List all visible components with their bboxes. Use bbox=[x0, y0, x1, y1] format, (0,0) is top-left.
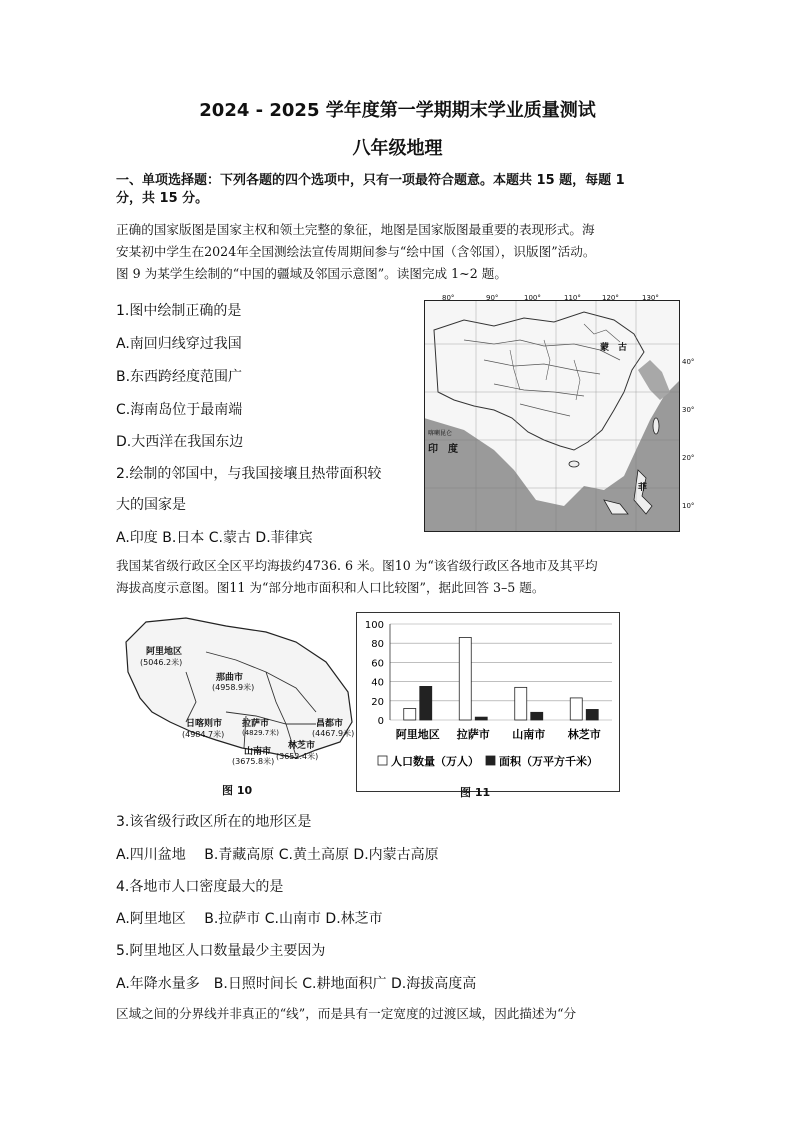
india-label: 印 度 bbox=[428, 444, 458, 455]
region-nyingchi-alt: (3652.4米) bbox=[276, 752, 319, 761]
chart-ytick-label: 0 bbox=[377, 716, 384, 727]
q1-option-d: D.大西洋在我国东边 bbox=[116, 434, 244, 450]
region-lhasa: 拉萨市 bbox=[242, 719, 270, 729]
chart-ytick-label: 40 bbox=[371, 677, 384, 689]
lat-label: 40° bbox=[682, 358, 695, 366]
chart-category-label: 拉萨市 bbox=[456, 728, 490, 741]
chart-legend-label: 面积（万平方千米） bbox=[499, 755, 598, 768]
lon-label: 120° bbox=[602, 294, 619, 302]
region-qamdo: 昌都市 bbox=[316, 719, 344, 729]
chart-bar bbox=[459, 637, 471, 720]
chart-category-label: 山南市 bbox=[512, 728, 546, 741]
lat-label: 10° bbox=[682, 502, 695, 510]
figure11-caption: 图 11 bbox=[460, 786, 491, 799]
lon-label: 90° bbox=[486, 294, 499, 302]
lon-label: 110° bbox=[564, 294, 581, 302]
region-ali-alt: (5046.2米) bbox=[140, 658, 183, 667]
region-naqu-alt: (4958.9米) bbox=[212, 683, 255, 692]
chart-bar bbox=[404, 708, 416, 720]
passage1-line2: 安某初中学生在2024年全国测绘法宣传周期间参与“绘中国（含邻国），识版图”活动。 bbox=[116, 244, 596, 259]
lon-label: 100° bbox=[524, 294, 541, 302]
section-heading-line2: 分，共 15 分。 bbox=[116, 191, 209, 206]
chart-bar bbox=[475, 717, 487, 720]
lat-label: 30° bbox=[682, 406, 695, 414]
chart-bar bbox=[515, 687, 527, 720]
section-heading-line1: 一、单项选择题：下列各题的四个选项中，只有一项最符合题意。本题共 15 题，每题 1 bbox=[116, 173, 625, 188]
chart-bar bbox=[570, 698, 582, 720]
region-lhasa-alt: (4829.7米) bbox=[242, 729, 279, 737]
lon-label: 80° bbox=[442, 294, 455, 302]
q4-options: A.阿里地区 B.拉萨市 C.山南市 D.林芝市 bbox=[116, 911, 383, 927]
exam-title: 2024 - 2025 学年度第一学期期末学业质量测试 bbox=[199, 100, 596, 121]
mongolia-label: 蒙 古 bbox=[600, 343, 628, 353]
chart-ytick-label: 100 bbox=[364, 620, 384, 631]
chart-category-label: 阿里地区 bbox=[395, 728, 440, 741]
chart-category-label: 林芝市 bbox=[567, 728, 601, 741]
latitude-labels bbox=[682, 338, 694, 530]
q1-option-b: B.东西跨经度范围广 bbox=[116, 369, 243, 385]
q3-stem: 3.该省级行政区所在的地形区是 bbox=[116, 814, 312, 830]
chart-ytick-label: 20 bbox=[371, 696, 384, 708]
region-shannan: 山南市 bbox=[244, 747, 272, 757]
q2-stem-line1: 2.绘制的邻国中，与我国接壤且热带面积较 bbox=[116, 466, 382, 482]
philippines-label: 菲 bbox=[638, 483, 648, 493]
chart-svg bbox=[356, 612, 620, 792]
figure10-map bbox=[116, 612, 356, 778]
passage1-line1: 正确的国家版图是国家主权和领土完整的象征，地图是国家版图最重要的表现形式。海 bbox=[116, 222, 595, 237]
q5-options: A.年降水量多 B.日照时间长 C.耕地面积广 D.海拔高度高 bbox=[116, 976, 477, 992]
figure9-map bbox=[424, 294, 695, 532]
lon-label: 130° bbox=[642, 294, 659, 302]
chart-bar bbox=[586, 709, 598, 720]
chart-legend-swatch bbox=[378, 756, 387, 765]
q2-options: A.印度 B.日本 C.蒙古 D.菲律宾 bbox=[116, 530, 313, 546]
passage1-line3: 图 9 为某学生绘制的“中国的疆域及邻国示意图”。读图完成 1~2 题。 bbox=[116, 266, 507, 281]
chart-ytick-label: 60 bbox=[371, 658, 384, 670]
karakoram-label: 喀喇昆仑 bbox=[428, 430, 453, 437]
exam-subtitle: 八年级地理 bbox=[352, 138, 443, 159]
chart-bar bbox=[420, 686, 432, 720]
q4-stem: 4.各地市人口密度最大的是 bbox=[116, 879, 284, 895]
chart-legend-swatch bbox=[486, 756, 495, 765]
q1-option-c: C.海南岛位于最南端 bbox=[116, 402, 243, 418]
chart-ytick-label: 80 bbox=[371, 639, 384, 651]
region-nyingchi: 林芝市 bbox=[288, 741, 316, 751]
q1-option-a: A.南回归线穿过我国 bbox=[116, 336, 242, 352]
q1-stem: 1.图中绘制正确的是 bbox=[116, 303, 242, 319]
q5-stem: 5.阿里地区人口数量最少主要因为 bbox=[116, 943, 326, 959]
lat-label: 20° bbox=[682, 454, 695, 462]
q3-options: A.四川盆地 B.青藏高原 C.黄土高原 D.内蒙古高原 bbox=[116, 847, 439, 863]
figure11-chart bbox=[356, 612, 620, 792]
region-shannan-alt: (3675.8米) bbox=[232, 757, 275, 766]
region-qamdo-alt: (4467.9米) bbox=[312, 729, 355, 738]
passage2-line2: 海拔高度示意图。图11 为“部分地市面积和人口比较图”，据此回答 3–5 题。 bbox=[116, 580, 545, 595]
passage2-line1: 我国某省级行政区全区平均海拔约4736. 6 米。图10 为“该省级行政区各地市及其平均 bbox=[116, 558, 598, 573]
figure10-caption: 图 10 bbox=[222, 784, 253, 797]
q2-stem-line2: 大的国家是 bbox=[116, 497, 186, 513]
passage3-line1: 区域之间的分界线并非真正的“线”，而是具有一定宽度的过渡区域，因此描述为“分 bbox=[116, 1006, 577, 1021]
chart-legend-label: 人口数量（万人） bbox=[391, 755, 479, 768]
region-shigatse: 日喀则市 bbox=[186, 719, 223, 729]
region-shigatse-alt: (4984.7米) bbox=[182, 730, 225, 739]
region-ali: 阿里地区 bbox=[146, 647, 183, 657]
region-naqu: 那曲市 bbox=[216, 673, 244, 683]
chart-bar bbox=[531, 712, 543, 720]
